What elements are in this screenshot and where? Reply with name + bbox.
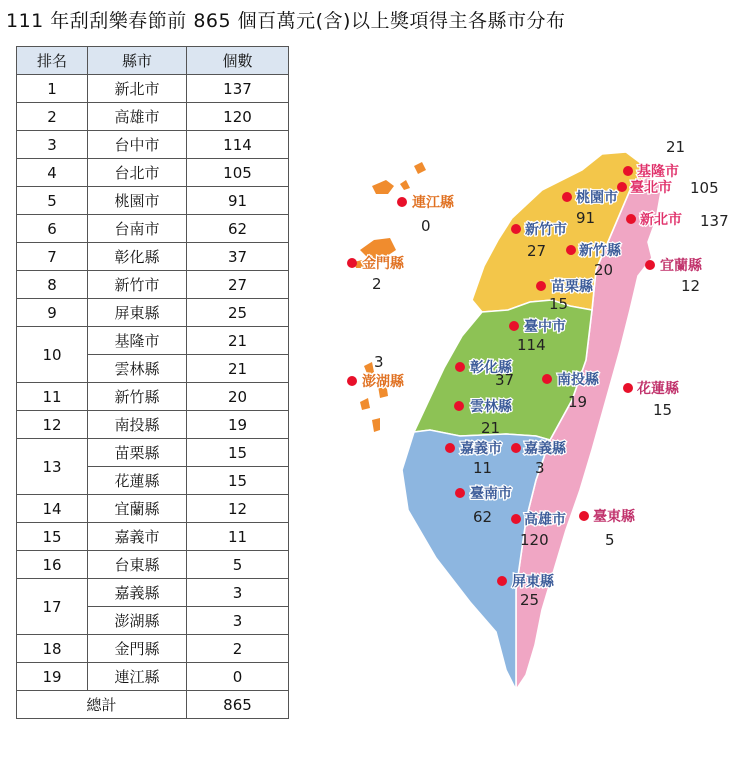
count-cell: 15	[187, 439, 289, 467]
county-cell: 南投縣	[88, 411, 187, 439]
county-dot	[455, 488, 465, 498]
map-county-count: 12	[681, 277, 701, 295]
rank-cell: 19	[17, 663, 88, 691]
map-county-name: 臺中市	[524, 319, 566, 335]
table-row	[17, 299, 289, 327]
county-cell: 屏東縣	[88, 299, 187, 327]
county-cell: 宜蘭縣	[88, 495, 187, 523]
table-row	[17, 159, 289, 187]
count-cell: 2	[187, 635, 289, 663]
map-county-name: 苗栗縣	[551, 279, 593, 295]
rank-cell: 6	[17, 215, 88, 243]
map-label-group	[626, 211, 729, 230]
map-county-name: 臺東縣	[593, 509, 635, 525]
map-county-count: 105	[690, 179, 719, 197]
rank-cell: 9	[17, 299, 88, 327]
rank-cell: 10	[17, 327, 88, 383]
map-county-name: 金門縣	[362, 256, 404, 272]
county-cell: 台南市	[88, 215, 187, 243]
map-county-count: 21	[666, 140, 686, 156]
total-value: 865	[187, 691, 289, 719]
page-title: 111 年刮刮樂春節前 865 個百萬元(含)以上獎項得主各縣市分布	[6, 10, 566, 32]
table-row	[17, 523, 289, 551]
map-county-count: 120	[520, 531, 549, 549]
table-row	[17, 271, 289, 299]
header-rank: 排名	[17, 47, 88, 75]
map-county-name: 屏東縣	[512, 574, 554, 590]
count-cell: 12	[187, 495, 289, 523]
table-header-row	[17, 47, 289, 75]
island-shape	[372, 180, 394, 194]
map-county-name: 基隆市	[637, 164, 679, 180]
map-county-name: 新北市	[640, 212, 682, 228]
count-cell: 5	[187, 551, 289, 579]
rank-cell: 12	[17, 411, 88, 439]
count-cell: 20	[187, 383, 289, 411]
table-row	[17, 439, 289, 467]
table-row	[17, 411, 289, 439]
map-county-name: 澎湖縣	[362, 374, 404, 390]
map-county-name: 連江縣	[412, 195, 454, 211]
county-dot	[511, 514, 521, 524]
county-cell: 台東縣	[88, 551, 187, 579]
map-label-group	[645, 257, 703, 295]
map-county-name: 臺北市	[630, 180, 672, 196]
county-cell: 嘉義市	[88, 523, 187, 551]
map-county-count: 62	[473, 508, 493, 526]
table-body	[17, 75, 289, 691]
rank-cell: 4	[17, 159, 88, 187]
map-label-group	[347, 353, 405, 390]
header-count: 個數	[187, 47, 289, 75]
map-county-count: 3	[535, 459, 545, 477]
county-cell: 新竹縣	[88, 383, 187, 411]
island-shape	[372, 418, 380, 432]
county-dot	[542, 374, 552, 384]
map-county-name: 桃園市	[576, 190, 618, 206]
county-cell: 苗栗縣	[88, 439, 187, 467]
map-county-count: 3	[374, 353, 384, 371]
county-dot	[397, 197, 407, 207]
map-county-count: 2	[372, 275, 382, 293]
county-cell: 澎湖縣	[88, 607, 187, 635]
county-cell: 金門縣	[88, 635, 187, 663]
count-cell: 137	[187, 75, 289, 103]
county-dot	[536, 281, 546, 291]
count-cell: 120	[187, 103, 289, 131]
map-county-count: 137	[700, 212, 729, 230]
county-dot	[626, 214, 636, 224]
map-county-name: 宜蘭縣	[660, 258, 702, 274]
table-row	[17, 243, 289, 271]
count-cell: 15	[187, 467, 289, 495]
rank-cell: 17	[17, 579, 88, 635]
table-row	[17, 327, 289, 355]
map-label-group	[623, 380, 680, 419]
rank-cell: 16	[17, 551, 88, 579]
county-dot	[562, 192, 572, 202]
count-cell: 25	[187, 299, 289, 327]
county-cell: 桃園市	[88, 187, 187, 215]
table-row	[17, 635, 289, 663]
count-cell: 19	[187, 411, 289, 439]
map-county-count: 15	[549, 295, 569, 313]
county-dot	[623, 383, 633, 393]
rank-cell: 3	[17, 131, 88, 159]
county-cell: 基隆市	[88, 327, 187, 355]
map-label-group	[397, 194, 455, 235]
county-dot	[509, 321, 519, 331]
map-county-name: 嘉義市	[460, 441, 502, 457]
county-cell: 連江縣	[88, 663, 187, 691]
count-cell: 37	[187, 243, 289, 271]
ranking-table	[16, 46, 289, 719]
taiwan-map	[330, 140, 730, 700]
map-label-group	[579, 508, 636, 549]
count-cell: 21	[187, 355, 289, 383]
count-cell: 114	[187, 131, 289, 159]
county-cell: 新竹市	[88, 271, 187, 299]
table-row	[17, 495, 289, 523]
table-row	[17, 187, 289, 215]
rank-cell: 7	[17, 243, 88, 271]
map-county-name: 臺南市	[470, 486, 512, 502]
county-dot	[445, 443, 455, 453]
county-dot	[617, 182, 627, 192]
table-row	[17, 131, 289, 159]
count-cell: 27	[187, 271, 289, 299]
county-cell: 嘉義縣	[88, 579, 187, 607]
map-county-count: 21	[481, 419, 501, 437]
rank-cell: 5	[17, 187, 88, 215]
county-dot	[645, 260, 655, 270]
county-cell: 台北市	[88, 159, 187, 187]
map-label-group	[617, 179, 719, 197]
count-cell: 21	[187, 327, 289, 355]
county-dot	[454, 401, 464, 411]
county-cell: 雲林縣	[88, 355, 187, 383]
rank-cell: 14	[17, 495, 88, 523]
map-county-count: 114	[517, 336, 546, 354]
county-cell: 高雄市	[88, 103, 187, 131]
count-cell: 3	[187, 579, 289, 607]
county-cell: 台中市	[88, 131, 187, 159]
map-county-name: 花蓮縣	[637, 381, 679, 397]
county-dot	[347, 258, 357, 268]
map-county-name: 新竹市	[525, 222, 567, 238]
count-cell: 105	[187, 159, 289, 187]
county-cell: 彰化縣	[88, 243, 187, 271]
table-row	[17, 215, 289, 243]
map-county-count: 25	[520, 591, 540, 609]
county-dot	[623, 166, 633, 176]
count-cell: 91	[187, 187, 289, 215]
map-county-name: 新竹縣	[579, 243, 621, 259]
county-dot	[511, 443, 521, 453]
map-county-count: 37	[495, 371, 515, 389]
map-county-count: 19	[568, 393, 588, 411]
map-county-count: 91	[576, 209, 596, 227]
total-row	[17, 691, 289, 719]
rank-cell: 18	[17, 635, 88, 663]
header-county: 縣市	[88, 47, 187, 75]
table-row	[17, 383, 289, 411]
table-row	[17, 551, 289, 579]
rank-cell: 15	[17, 523, 88, 551]
island-shape	[360, 398, 370, 410]
county-cell: 新北市	[88, 75, 187, 103]
map-county-count: 5	[605, 531, 615, 549]
map-county-count: 20	[594, 261, 614, 279]
map-county-name: 雲林縣	[470, 399, 512, 415]
county-dot	[455, 362, 465, 372]
map-county-count: 27	[527, 242, 547, 260]
table-row	[17, 579, 289, 607]
rank-cell: 8	[17, 271, 88, 299]
county-cell: 花蓮縣	[88, 467, 187, 495]
rank-cell: 2	[17, 103, 88, 131]
count-cell: 0	[187, 663, 289, 691]
county-dot	[566, 245, 576, 255]
county-dot	[511, 224, 521, 234]
map-label-group	[347, 255, 405, 293]
table-row	[17, 663, 289, 691]
rank-cell: 1	[17, 75, 88, 103]
map-county-count: 11	[473, 459, 493, 477]
map-county-name: 南投縣	[557, 372, 599, 388]
county-dot	[579, 511, 589, 521]
count-cell: 11	[187, 523, 289, 551]
island-shape	[414, 162, 426, 174]
count-cell: 62	[187, 215, 289, 243]
rank-cell: 13	[17, 439, 88, 495]
table-row	[17, 75, 289, 103]
total-label: 總計	[17, 691, 187, 719]
island-shape	[400, 180, 410, 190]
map-county-count: 15	[653, 401, 673, 419]
county-dot	[497, 576, 507, 586]
map-county-name: 嘉義縣	[524, 441, 566, 457]
map-county-name: 高雄市	[524, 512, 566, 528]
county-dot	[347, 376, 357, 386]
rank-cell: 11	[17, 383, 88, 411]
map-county-name: 彰化縣	[470, 360, 512, 376]
map-county-count: 0	[421, 217, 431, 235]
table-row	[17, 103, 289, 131]
count-cell: 3	[187, 607, 289, 635]
